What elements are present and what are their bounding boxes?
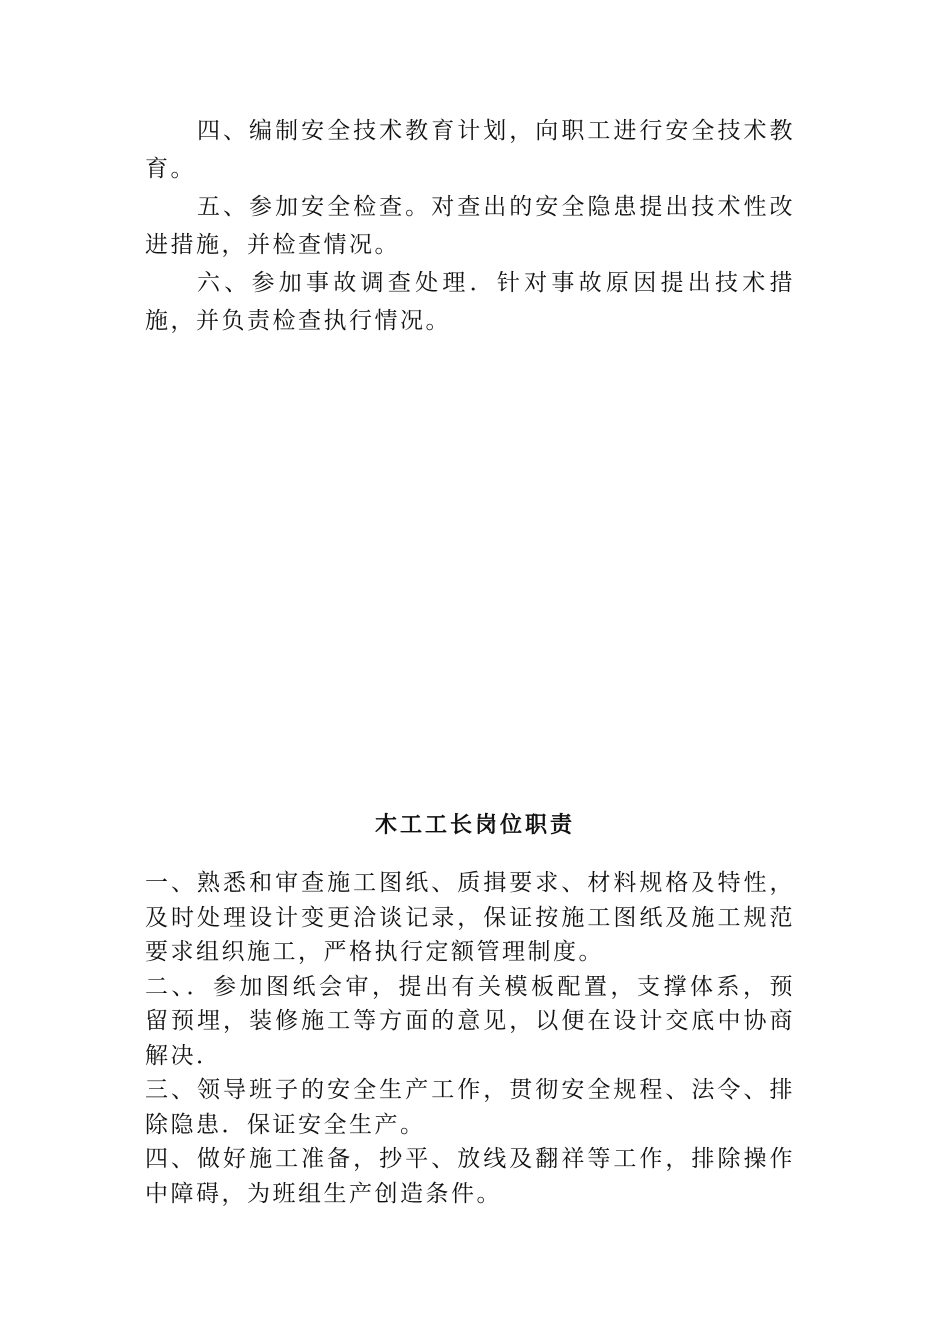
paragraph-item-5: 五、参加安全检查。对查出的安全隐患提出技术性改进措施，并检查情况。 [145,194,795,258]
duty-item-3: 三、领导班子的安全生产工作，贯彻安全规程、法令、排除隐患．保证安全生产。 [145,1077,795,1138]
bottom-section [145,866,795,1211]
duty-item-4: 四、做好施工准备，抄平、放线及翻祥等工作，排除操作中障碍，为班组生产创造条件。 [145,1146,795,1207]
top-section [145,112,795,340]
section-title: 木工工长岗位职责 [374,812,575,838]
paragraph-item-6: 六、参加事故调查处理．针对事故原因提出技术措施，并负责检查执行情况。 [145,270,795,334]
duty-item-2: 二、．参加图纸会审，提出有关模板配置，支撑体系，预留预埋，装修施工等方面的意见，以便在设计交底中协商解决． [145,973,795,1069]
duty-item-1: 一、熟悉和审查施工图纸、质揖要求、材料规格及特性，及时处理设计变更洽谈记录，保证按施工图纸及施工规范要求组织施工，严格执行定额管理制度。 [145,870,795,965]
paragraph-item-4: 四、编制安全技术教育计划，向职工进行安全技术教育。 [145,118,795,182]
